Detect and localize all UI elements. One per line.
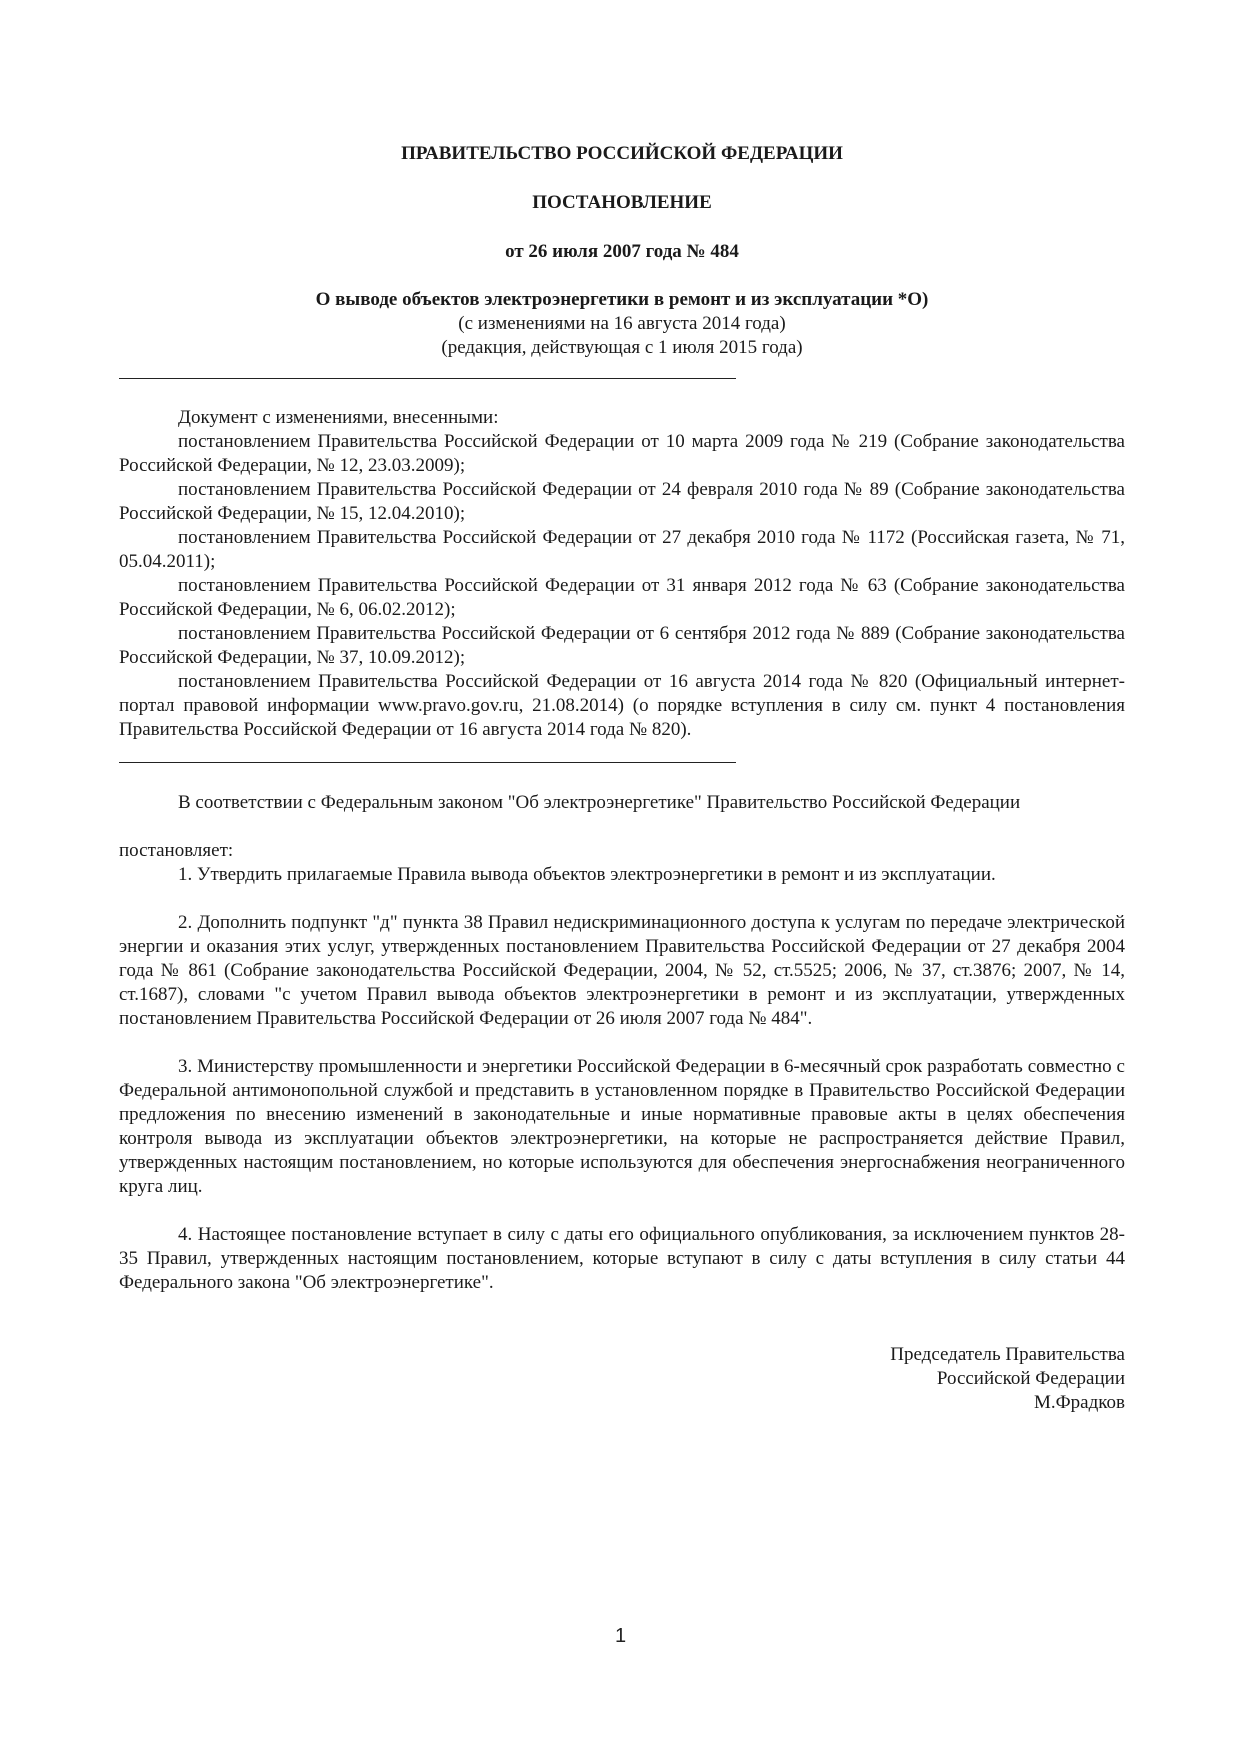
- amendments-list: [119, 406, 1125, 742]
- resolution-point-2: 2. Дополнить подпункт "д" пункта 38 Правил недискриминационного доступа к услугам по передаче электрической энергии и оказания этих услуг, утвержденных постановлением Правительства Российской Федерации от 27 декабря 2004 года № 861 (Собрание законодательства Российской Федерации, 2004, № 52, ст.5525; 2006, № 37, ст.3876; 2007, № 14, ст.1687), словами "с учетом Правил вывода объектов электроэнергетики в ремонт и из эксплуатации, утвержденных постановлением Правительства Российской Федерации от 26 июля 2007 года № 484".: [119, 912, 1125, 1029]
- resolution-point-3: 3. Министерству промышленности и энергетики Российской Федерации в 6-месячный срок разработать совместно с Федеральной антимонопольной службой и представить в установленном порядке в Правительство Российской Федерации предложения по внесению изменений в законодательные и иные нормативные правовые акты в целях обеспечения контроля вывода из эксплуатации объектов электроэнергетики, на которые не распространяется действие Правил, утвержденных настоящим постановлением, но которые используются для обеспечения энергоснабжения неограниченного круга лиц.: [119, 1056, 1125, 1197]
- resolution-point-4: 4. Настоящее постановление вступает в силу с даты его официального опубликования, за исключением пунктов 28-35 Правил, утвержденных настоящим постановлением, которые вступают в силу с даты вступления в силу статьи 44 Федерального закона "Об электроэнергетике".: [119, 1224, 1125, 1293]
- resolution-body: [119, 791, 1125, 1295]
- signatory-position-cont: Российской Федерации: [936, 1368, 1125, 1389]
- page-number: 1: [614, 1625, 627, 1647]
- amendment-item: постановлением Правительства Российской Федерации от 24 февраля 2010 года № 89 (Собрание законодательства Российской Федерации, № 15, 12.04.2010);: [119, 479, 1125, 524]
- amendment-item: постановлением Правительства Российской Федерации от 31 января 2012 года № 63 (Собрание законодательства Российской Федерации, № 6, 06.02.2012);: [119, 575, 1125, 620]
- divider-bottom: [119, 762, 736, 763]
- document-date-number: от 26 июля 2007 года № 484: [505, 241, 739, 262]
- resolves-word: постановляет:: [119, 840, 234, 861]
- resolution-point-1: 1. Утвердить прилагаемые Правила вывода объектов электроэнергетики в ремонт и из эксплуатации.: [178, 864, 996, 885]
- amendments-intro: Документ с изменениями, внесенными:: [178, 407, 499, 428]
- document-title: О выводе объектов электроэнергетики в ремонт и из эксплуатации *О): [315, 289, 929, 310]
- document-title-block: [119, 288, 1125, 360]
- issuing-authority: ПРАВИТЕЛЬСТВО РОССИЙСКОЙ ФЕДЕРАЦИИ: [401, 143, 843, 164]
- document-type: ПОСТАНОВЛЕНИЕ: [532, 192, 712, 213]
- changes-note: (с изменениями на 16 августа 2014 года): [458, 313, 786, 334]
- divider-top: [119, 378, 736, 379]
- amendment-item: постановлением Правительства Российской Федерации от 6 сентября 2012 года № 889 (Собрание законодательства Российской Федерации, № 37, 10.09.2012);: [119, 623, 1125, 668]
- signatory-position: Председатель Правительства: [890, 1344, 1125, 1365]
- amendment-item: постановлением Правительства Российской Федерации от 27 декабря 2010 года № 1172 (Российская газета, № 71, 05.04.2011);: [119, 527, 1125, 572]
- amendment-item: постановлением Правительства Российской Федерации от 16 августа 2014 года № 820 (Официальный интернет-портал правовой информации www.pravo.gov.ru, 21.08.2014) (о порядке вступления в силу см. пункт 4 постановления Правительства Российской Федерации от 16 августа 2014 года № 820).: [119, 671, 1125, 740]
- edition-note: (редакция, действующая с 1 июля 2015 года): [441, 337, 803, 358]
- preamble: В соответствии с Федеральным законом "Об электроэнергетике" Правительство Российской Федерации: [178, 792, 1021, 813]
- signatory-name: М.Фрадков: [1034, 1392, 1125, 1413]
- signature-block: [890, 1343, 1125, 1415]
- amendment-item: постановлением Правительства Российской Федерации от 10 марта 2009 года № 219 (Собрание законодательства Российской Федерации, № 12, 23.03.2009);: [119, 431, 1125, 476]
